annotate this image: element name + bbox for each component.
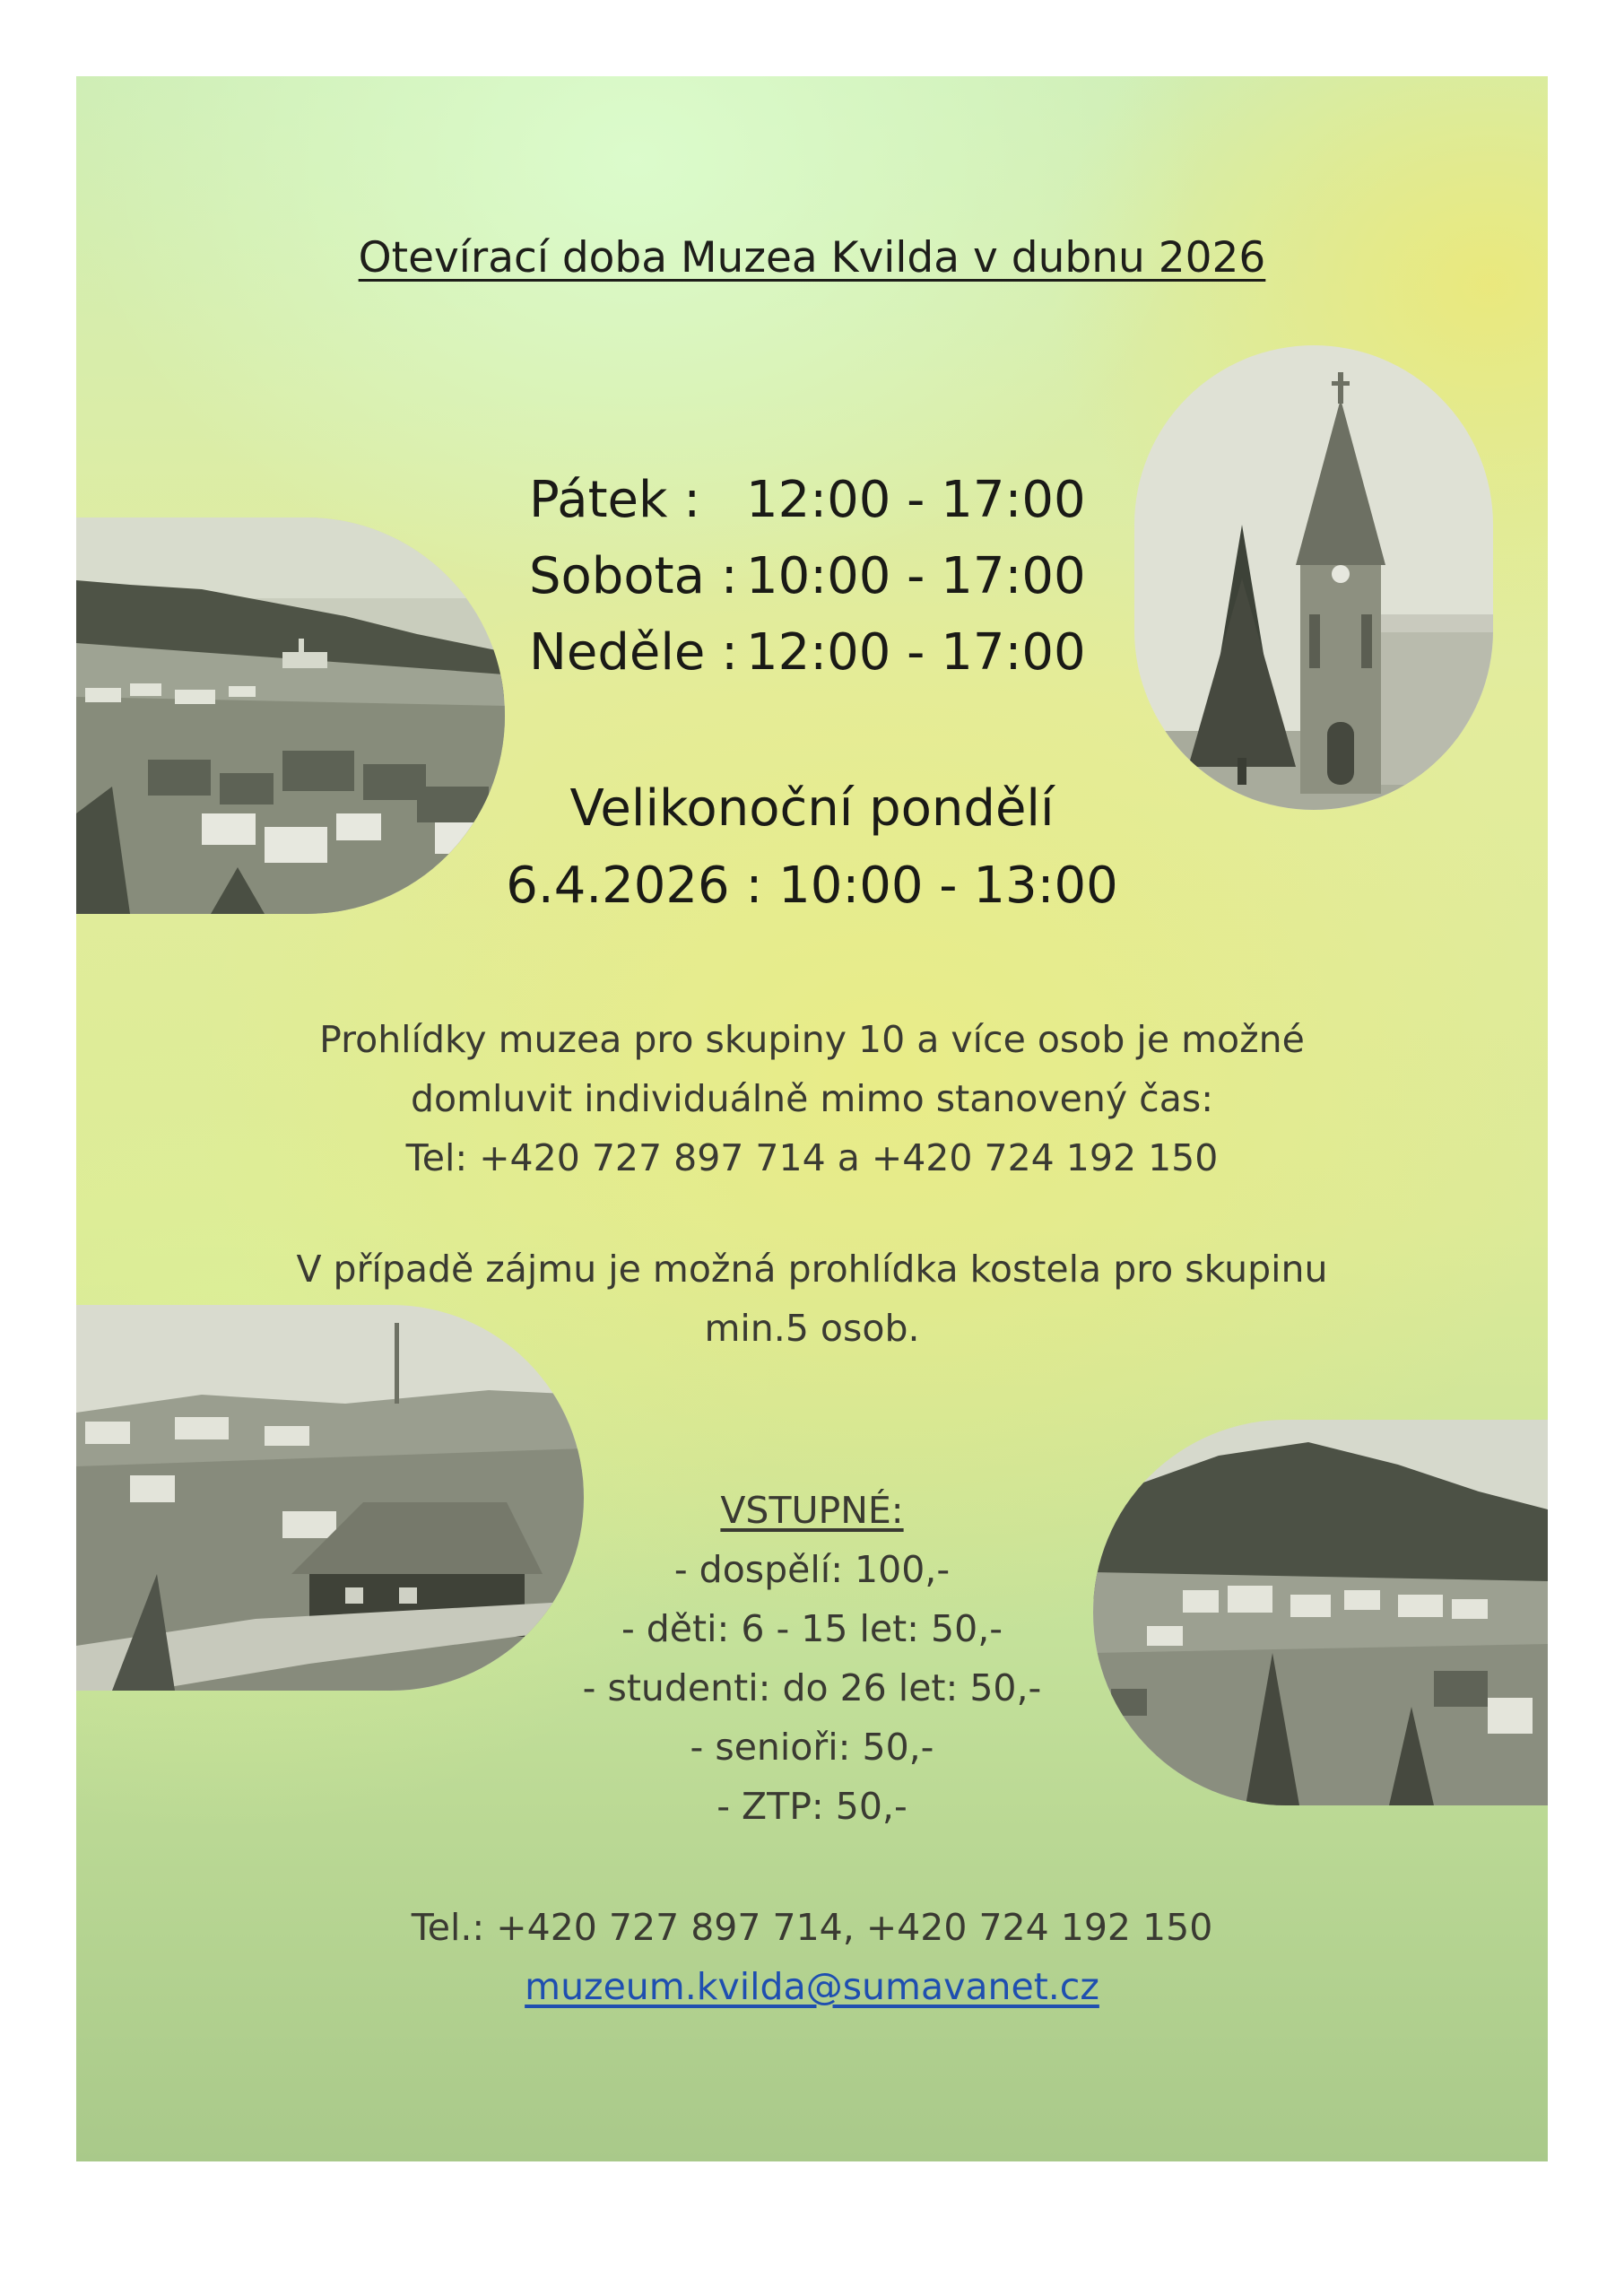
church-info-line: min.5 osob. <box>704 1307 920 1350</box>
prices-heading: VSTUPNÉ: <box>720 1489 904 1532</box>
groups-info-line: domluvit individuálně mimo stanovený čas: <box>410 1077 1214 1120</box>
poster <box>76 76 1548 2161</box>
price-item: - děti: 6 - 15 let: 50,- <box>621 1607 1003 1650</box>
hours-time: 12:00 - 17:00 <box>746 623 1086 682</box>
hours-day-label: Pátek : <box>529 471 701 529</box>
hours-time: 10:00 - 17:00 <box>746 547 1086 605</box>
church-info-line: V případě zájmu je možná prohlídka kostela pro skupinu <box>296 1248 1328 1291</box>
price-item: - senioři: 50,- <box>690 1726 934 1769</box>
hours-day-label: Neděle : <box>529 623 739 682</box>
contact-phone: Tel.: +420 727 897 714, +420 724 192 150 <box>411 1906 1213 1949</box>
village-photo-top-left <box>76 517 505 914</box>
groups-info-line: Prohlídky muzea pro skupiny 10 a více osob je možné <box>319 1018 1305 1061</box>
groups-phone-line: Tel: +420 727 897 714 a +420 724 192 150 <box>405 1136 1219 1179</box>
page-title: Otevírací doba Muzea Kvilda v dubnu 2026 <box>358 233 1266 283</box>
hours-time: 12:00 - 17:00 <box>746 471 1086 529</box>
contact-email-link[interactable]: muzeum.kvilda@sumavanet.cz <box>525 1965 1099 2008</box>
church-photo <box>1134 345 1493 810</box>
price-item: - dospělí: 100,- <box>673 1548 951 1591</box>
hours-row-sunday <box>529 623 1103 682</box>
price-item: - ZTP: 50,- <box>716 1785 908 1828</box>
easter-label: Velikonoční pondělí <box>569 779 1055 838</box>
hours-row-saturday <box>529 547 1103 605</box>
hours-row-friday <box>529 471 1103 529</box>
hours-day-label: Sobota : <box>529 547 738 605</box>
price-item: - studenti: do 26 let: 50,- <box>582 1666 1042 1709</box>
easter-hours: 6.4.2026 : 10:00 - 13:00 <box>506 857 1118 915</box>
